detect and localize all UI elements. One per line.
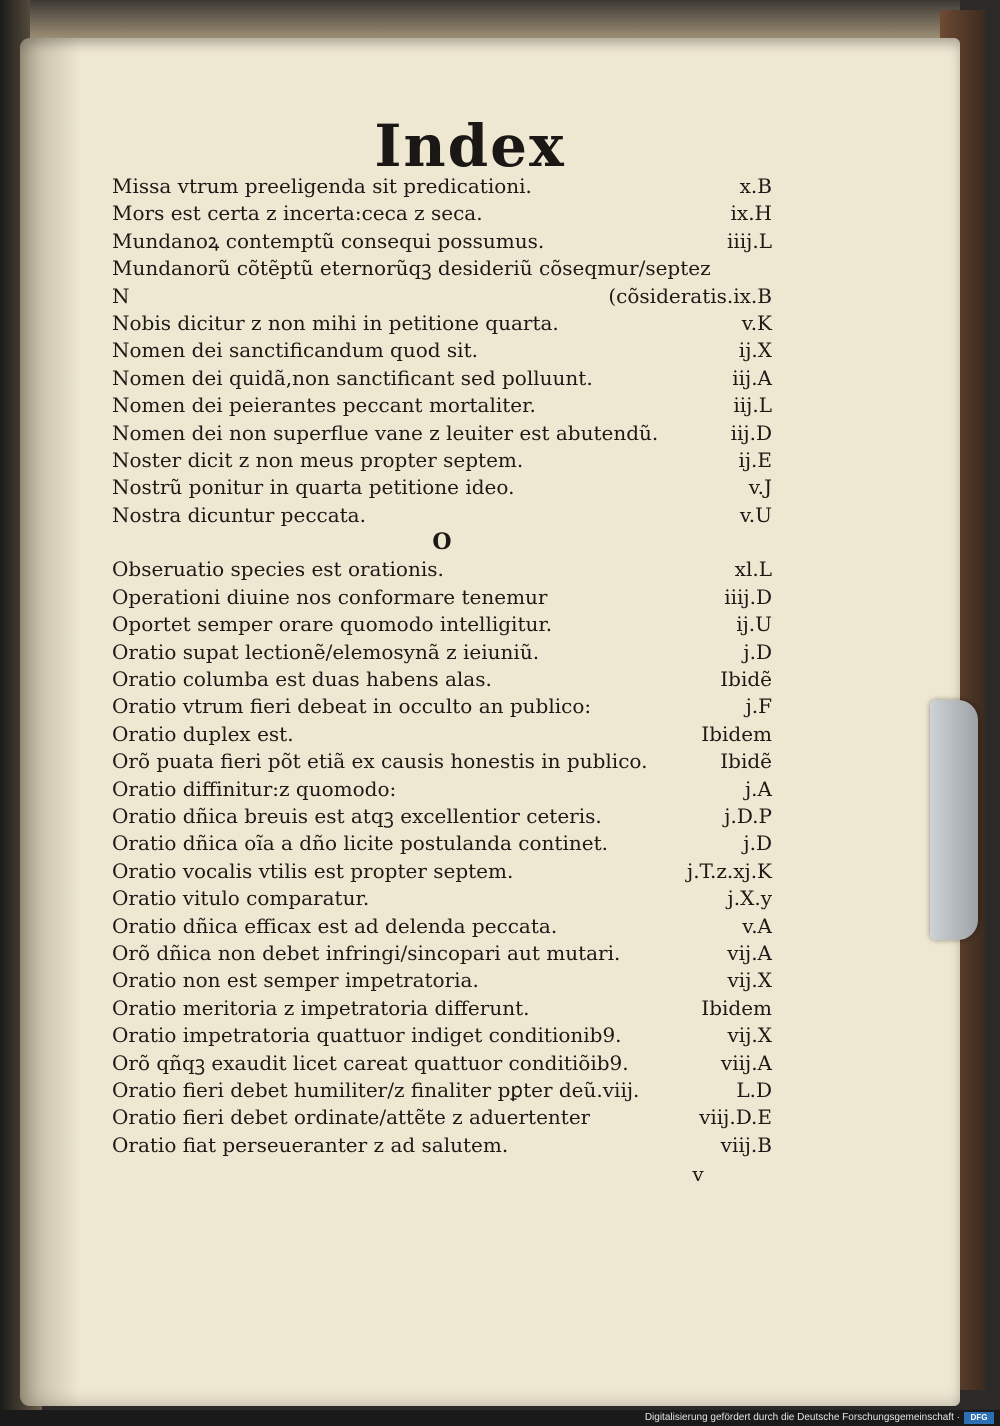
index-row: [112, 721, 772, 748]
index-row: [112, 1132, 772, 1159]
folio-reference: ij.X: [738, 338, 772, 363]
index-row: [112, 1022, 772, 1049]
index-row: [112, 283, 772, 310]
section-heading: O: [432, 529, 452, 556]
index-entry: Oratio non est semper impetratoria.: [112, 968, 479, 993]
index-entry: Oratio columba est duas habens alas.: [112, 667, 492, 692]
index-row: [112, 1077, 772, 1104]
index-entry: Oratio dñica efficax est ad delenda peccata.: [112, 913, 558, 938]
index-row: [112, 639, 772, 666]
index-entry: Oratio supat lectionẽ/elemosynã z ieiuniũ.: [112, 639, 540, 664]
index-row: [112, 611, 772, 638]
folio-reference: (cõsideratis.ix.B: [608, 283, 772, 308]
index-row: [112, 365, 772, 392]
index-entry: Oratio fieri debet ordinate/attẽte z aduertenter: [112, 1105, 591, 1130]
folio-reference: vij.A: [727, 940, 772, 965]
index-row: [112, 255, 772, 282]
folio-reference: j.A: [744, 776, 772, 801]
folio-reference: ij.U: [736, 612, 772, 637]
index-row: [112, 228, 772, 255]
index-entry: Nomen dei peierantes peccant mortaliter.: [112, 393, 536, 418]
index-entry: Obseruatio species est orationis.: [112, 557, 444, 582]
catchword: v: [692, 1162, 704, 1186]
folio-reference: ij.E: [738, 447, 772, 472]
index-list: [112, 173, 772, 1159]
folio-reference: iiij.L: [726, 228, 772, 253]
index-row: [112, 173, 772, 200]
index-entry: Oportet semper orare quomodo intelligitur.: [112, 612, 553, 637]
index-row: [112, 1050, 772, 1077]
index-entry: Orõ dñica non debet infringi/sincopari aut mutari.: [112, 940, 621, 965]
index-entry: Nobis dicitur z non mihi in petitione quarta.: [112, 310, 559, 335]
index-row: [112, 940, 772, 967]
index-entry: Oratio diffinitur:z quomodo:: [112, 776, 397, 801]
folio-reference: Ibidem: [701, 721, 772, 746]
index-entry: Operationi diuine nos conformare tenemur: [112, 584, 548, 609]
index-entry: Nomen dei non superflue vane z leuiter est abutendũ.: [112, 420, 659, 445]
index-row: [112, 420, 772, 447]
index-row: [112, 584, 772, 611]
index-entry: Mundanoꝝ contemptũ consequi possumus.: [112, 228, 545, 253]
index-row: [112, 858, 772, 885]
index-entry: Missa vtrum preeligenda sit predicationi.: [112, 174, 532, 198]
folio-reference: Ibidẽ: [720, 667, 772, 692]
index-entry: Oratio fieri debet humiliter/z finaliter pꝑter deũ.viij.: [112, 1077, 640, 1102]
page-title: Index: [374, 112, 566, 180]
folio-reference: j.D: [743, 831, 772, 856]
folio-reference: v.A: [742, 913, 772, 938]
index-row: [112, 885, 772, 912]
folio-reference: viij.A: [720, 1050, 772, 1075]
folio-reference: Ibidẽ: [720, 749, 772, 774]
folio-reference: x.B: [739, 174, 772, 198]
folio-reference: j.X.y: [727, 886, 772, 911]
footer-credit: Digitalisierung gefördert durch die Deutsche Forschungsgemeinschaft ·: [644, 1412, 960, 1423]
index-row: [112, 803, 772, 830]
index-row: [112, 776, 772, 803]
index-entry: Oratio impetratoria quattuor indiget conditionib9.: [112, 1023, 622, 1048]
index-entry: N: [112, 283, 130, 308]
index-row: [112, 748, 772, 775]
index-entry: Mundanorũ cõtẽptũ eternorũqꝫ desideriũ cõseqmur/septez: [112, 256, 711, 281]
folio-reference: j.F: [745, 694, 772, 719]
dfg-logo: DFG: [964, 1412, 994, 1424]
index-row: [112, 666, 772, 693]
page-clip: [930, 700, 978, 940]
index-row: [112, 200, 772, 227]
index-entry: Noster dicit z non meus propter septem.: [112, 447, 524, 472]
folio-reference: vij.X: [727, 968, 772, 993]
index-entry: Oratio vitulo comparatur.: [112, 886, 370, 911]
folio-reference: iij.L: [733, 393, 772, 418]
index-entry: Orõ qñqꝫ exaudit licet careat quattuor conditiõib9.: [112, 1050, 629, 1075]
folio-reference: iij.D: [730, 420, 772, 445]
folio-reference: L.D: [736, 1077, 772, 1102]
folio-reference: j.D: [743, 639, 772, 664]
index-entry: Nostra dicuntur peccata.: [112, 502, 366, 527]
index-row: [112, 474, 772, 501]
folio-reference: v.K: [741, 310, 772, 335]
index-entry: Nostrũ ponitur in quarta petitione ideo.: [112, 475, 515, 500]
folio-reference: iij.A: [732, 365, 772, 390]
index-row: [112, 967, 772, 994]
index-entry: Nomen dei sanctificandum quod sit.: [112, 338, 478, 363]
index-entry: Orõ puata fieri põt etiã ex causis honestis in publico.: [112, 749, 648, 774]
folio-reference: viij.D.E: [699, 1105, 772, 1130]
index-row: [112, 995, 772, 1022]
index-entry: Oratio duplex est.: [112, 721, 294, 746]
index-row: [112, 1104, 772, 1131]
folio-reference: j.D.P: [724, 803, 772, 828]
folio-reference: xl.L: [734, 557, 772, 582]
index-row: [112, 556, 772, 583]
index-row: [112, 337, 772, 364]
index-row: [112, 447, 772, 474]
folio-reference: v.U: [739, 502, 772, 527]
footer-bar: [0, 1410, 1000, 1426]
index-row: [112, 392, 772, 419]
index-row: [112, 913, 772, 940]
index-row: [112, 830, 772, 857]
folio-reference: j.T.z.xj.K: [687, 858, 772, 883]
folio-reference: ix.H: [730, 201, 772, 226]
index-entry: Nomen dei quidã,non sanctificant sed polluunt.: [112, 365, 593, 390]
index-entry: Oratio dñica oĩa a dño licite postulanda continet.: [112, 831, 608, 856]
index-row: [112, 310, 772, 337]
index-entry: Oratio vocalis vtilis est propter septem.: [112, 858, 514, 883]
index-entry: Mors est certa z incerta:ceca z seca.: [112, 201, 483, 226]
folio-reference: v.J: [748, 475, 772, 500]
page-gutter-shadow: [20, 38, 80, 1406]
index-row: [112, 693, 772, 720]
folio-reference: Ibidem: [701, 995, 772, 1020]
folio-reference: viij.B: [720, 1132, 772, 1157]
index-entry: Oratio meritoria z impetratoria differunt.: [112, 995, 530, 1020]
index-entry: Oratio dñica breuis est atqꝫ excellentior ceteris.: [112, 803, 602, 828]
index-entry: Oratio vtrum fieri debeat in occulto an publico:: [112, 694, 592, 719]
folio-reference: iiij.D: [724, 584, 772, 609]
index-row: [112, 502, 772, 529]
index-entry: Oratio fiat perseueranter z ad salutem.: [112, 1132, 509, 1157]
section-letter: [112, 529, 772, 556]
folio-reference: vij.X: [727, 1023, 772, 1048]
